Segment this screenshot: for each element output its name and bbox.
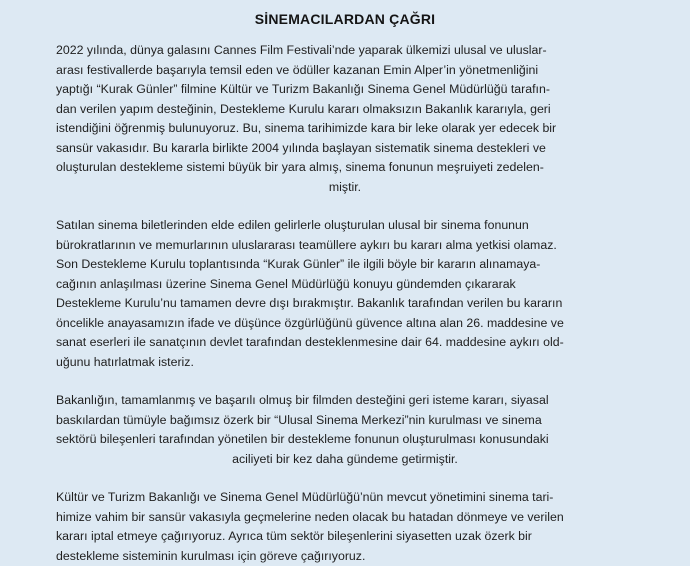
paragraph-line: Satılan sinema biletlerinden elde edilen gelirlerle oluşturulan ulusal bir sinema fonunun [56,216,634,236]
paragraph-line: aciliyeti bir kez daha gündeme getirmiştir. [56,450,634,470]
paragraph-2 [56,216,634,372]
paragraph-4 [56,488,634,566]
paragraph-line: bürokratlarının ve memurlarının uluslararası teamüllere aykırı bu kararı alma yetkisi olamaz. [56,236,634,256]
paragraph-line: Bakanlığın, tamamlanmış ve başarılı olmuş bir filmden desteğini geri isteme kararı, siyasal [56,391,634,411]
paragraph-line: yaptığı “Kurak Günler” filmine Kültür ve Turizm Bakanlığı Sinema Genel Müdürlüğü tarafın- [56,80,634,100]
paragraph-line: kararı iptal etmeye çağırıyoruz. Ayrıca tüm sektör bileşenlerini siyasetten uzak özerk bir [56,527,634,547]
paragraph-line: himize vahim bir sansür vakasıyla geçmelerine neden olacak bu hatadan dönmeye ve verilen [56,508,634,528]
paragraph-line: uğunu hatırlatmak isteriz. [56,353,634,373]
paragraph-line: arası festivallerde başarıyla temsil eden ve ödüller kazanan Emin Alper’in yönetmenliğini [56,61,634,81]
paragraph-line: sektörü bileşenleri tarafından yönetilen bir destekleme fonunun oluşturulması konusundaki [56,430,634,450]
paragraph-line: öncelikle anayasamızın ifade ve düşünce özgürlüğünü güvence altına alan 26. maddesine ve [56,314,634,334]
paragraph-line: baskılardan tümüyle bağımsız özerk bir “Ulusal Sinema Merkezi”nin kurulması ve sinema [56,411,634,431]
paragraph-line: sansür vakasıdır. Bu kararla birlikte 2004 yılında başlayan sistematik sinema destekleri ve [56,139,634,159]
paragraph-line: oluşturulan destekleme sistemi büyük bir yara almış, sinema fonunun meşruiyeti zedelen- [56,158,634,178]
paragraph-line: cağının anlaşılması üzerine Sinema Genel Müdürlüğü konuyu gündemden çıkararak [56,275,634,295]
document-title: SİNEMACILARDAN ÇAĞRI [56,11,634,27]
paragraph-line: Destekleme Kurulu’nu tamamen devre dışı bırakmıştır. Bakanlık tarafından verilen bu kararın [56,294,634,314]
paragraph-line: destekleme sisteminin kurulması için göreve çağırıyoruz. [56,547,634,566]
paragraph-line: miştir. [56,178,634,198]
paragraph-1 [56,41,634,197]
paragraph-line: sanat eserleri ile sanatçının devlet tarafından desteklenmesine dair 64. maddesine aykırı old- [56,333,634,353]
statement-body [56,41,634,566]
paragraph-3 [56,391,634,469]
paragraph-line: istendiğini öğrenmiş bulunuyoruz. Bu, sinema tarihimizde kara bir leke olarak yer edecek bir [56,119,634,139]
paragraph-line: Kültür ve Turizm Bakanlığı ve Sinema Genel Müdürlüğü’nün mevcut yönetimini sinema tari- [56,488,634,508]
paragraph-line: Son Destekleme Kurulu toplantısında “Kurak Günler” ile ilgili böyle bir kararın alınamaya- [56,255,634,275]
paragraph-line: 2022 yılında, dünya galasını Cannes Film Festivali’nde yaparak ülkemizi ulusal ve uluslar- [56,41,634,61]
paragraph-line: dan verilen yapım desteğinin, Destekleme Kurulu kararı olmaksızın Bakanlık kararıyla, geri [56,100,634,120]
